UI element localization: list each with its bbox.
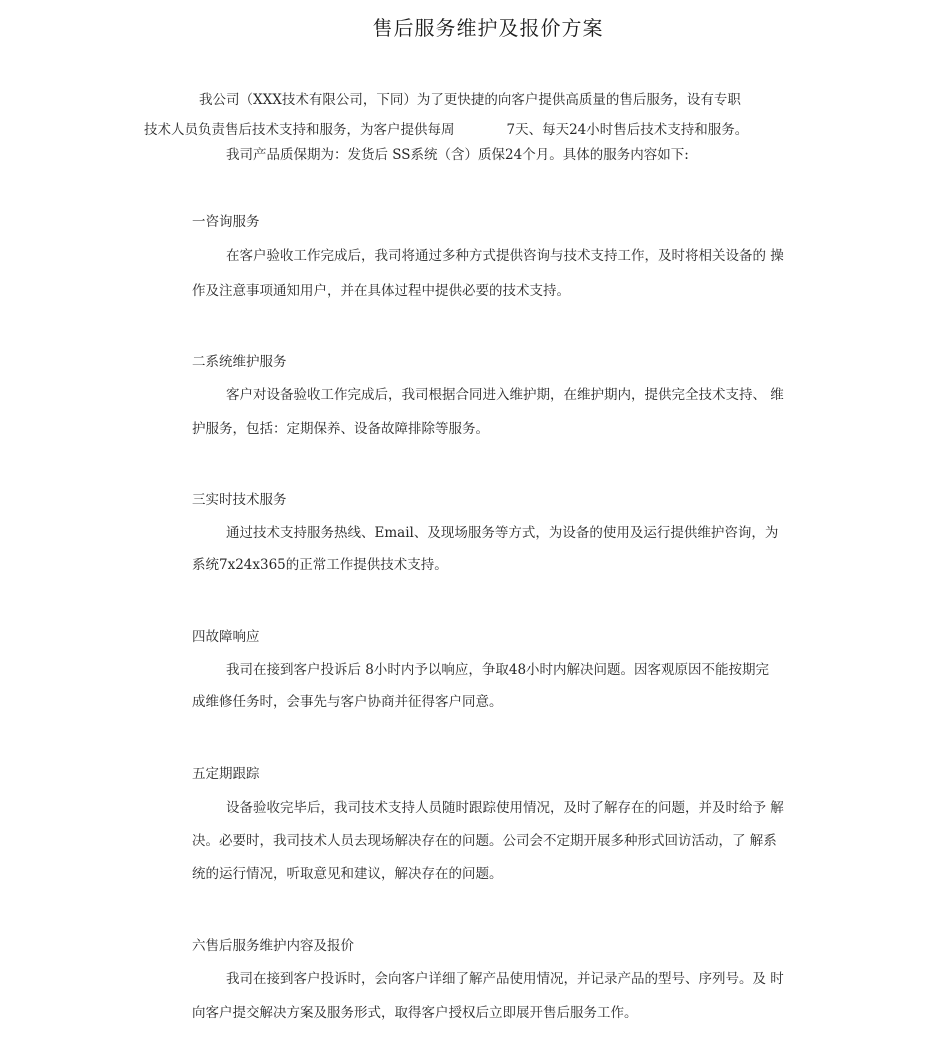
section-fault-line-1: 我司在接到客户投诉后 8小时内予以响应，争取48小时内解决问题。因客观原因不能按期完 [226,662,770,678]
intro-line-3: 我司产品质保期为：发货后 SS系统（含）质保24个月。具体的服务内容如下: [226,147,689,163]
section-heading-realtime-support: 三实时技术服务 [192,492,287,508]
section-quote-line-1: 我司在接到客户投诉时，会向客户详细了解产品使用情况，并记录产品的型号、序列号。及 时 [226,971,784,987]
section-maintenance-line-2: 护服务，包括：定期保养、设备故障排除等服务。 [192,421,489,437]
section-realtime-line-1: 通过技术支持服务热线、Email、及现场服务等方式，为设备的使用及运行提供维护咨询，为 [226,525,779,541]
section-fault-line-2: 成维修任务时，会事先与客户协商并征得客户同意。 [192,694,503,710]
section-heading-fault-response: 四故障响应 [192,629,260,645]
intro-line-2-part-2: 7天、每天24小时售后技术支持和服务。 [506,122,749,138]
section-tracking-line-1: 设备验收完毕后，我司技术支持人员随时跟踪使用情况，及时了解存在的问题，并及时给予 解 [226,800,784,816]
document-title: 售后服务维护及报价方案 [372,16,604,40]
section-tracking-line-2: 决。必要时，我司技术人员去现场解决存在的问题。公司会不定期开展多种形式回访活动，了 解系 [192,833,777,849]
section-heading-consulting: 一咨询服务 [192,214,260,230]
section-consulting-line-2: 作及注意事项通知用户，并在具体过程中提供必要的技术支持。 [192,283,570,299]
section-quote-line-2: 向客户提交解决方案及服务形式，取得客户授权后立即展开售后服务工作。 [192,1005,638,1021]
section-heading-system-maintenance: 二系统维护服务 [192,354,287,370]
section-consulting-line-1: 在客户验收工作完成后，我司将通过多种方式提供咨询与技术支持工作，及时将相关设备的 操 [226,248,784,264]
intro-line-1: 我公司（XXX技术有限公司，下同）为了更快捷的向客户提供高质量的售后服务，设有专职 [199,92,741,108]
section-tracking-line-3: 统的运行情况，听取意见和建议，解决存在的问题。 [192,866,503,882]
section-heading-periodic-tracking: 五定期跟踪 [192,766,260,782]
section-realtime-line-2: 系统7x24x365的正常工作提供技术支持。 [192,557,448,573]
intro-line-2 [144,121,748,139]
section-heading-service-quote: 六售后服务维护内容及报价 [192,938,354,954]
intro-line-2-part-1: 技术人员负责售后技术支持和服务，为客户提供每周 [144,122,455,138]
section-maintenance-line-1: 客户对设备验收工作完成后，我司根据合同进入维护期，在维护期内，提供完全技术支持、 维 [226,387,784,403]
